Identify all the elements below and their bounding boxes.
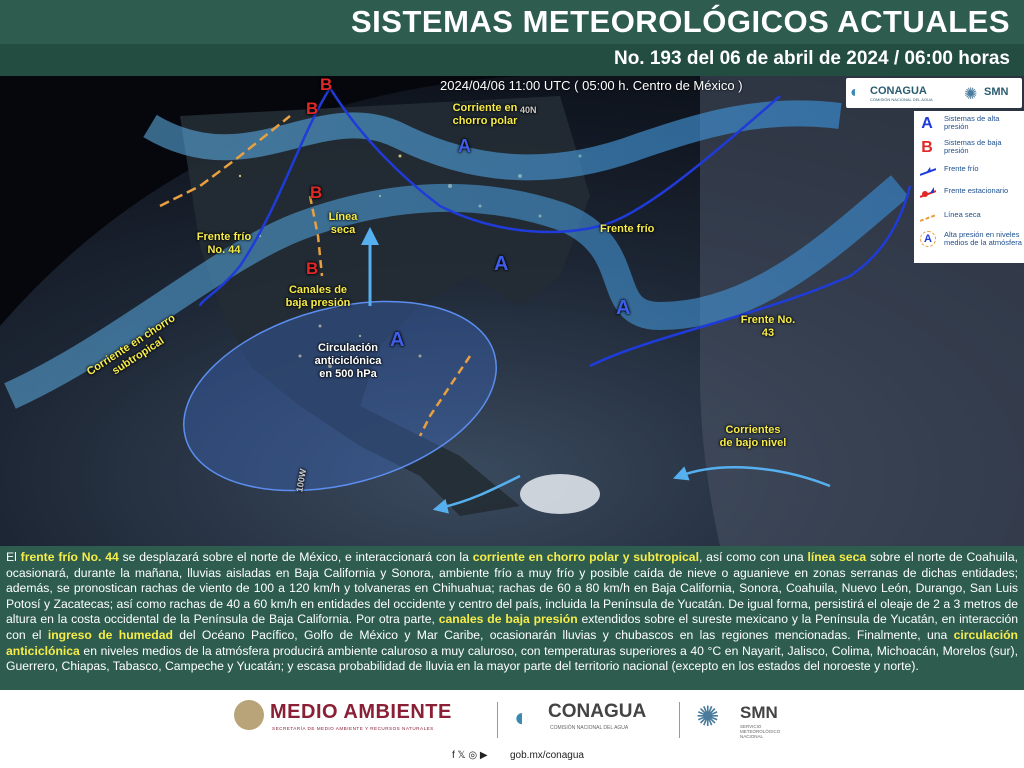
- map-graphics: [0, 76, 1024, 546]
- satellite-map: [0, 76, 1024, 546]
- legend-item: Línea seca: [914, 211, 1024, 231]
- legend-item: B Sistemas de baja presión: [921, 138, 1002, 156]
- legend-item: A Alta presión en niveles medios de la atmósfera: [914, 231, 1024, 251]
- medio-ambiente-logo: MEDIO AMBIENTE: [270, 701, 452, 723]
- bulletin-number: No. 193 del 06 de abril de 2024 / 06:00 horas: [613, 48, 1010, 69]
- smn-icon: ✺: [696, 701, 720, 732]
- medio-ambiente-sub: SECRETARÍA DE MEDIO AMBIENTE Y RECURSOS NATURALES: [272, 726, 434, 731]
- legend-item: Frente estacionario: [914, 187, 1024, 207]
- website-link[interactable]: gob.mx/conagua: [510, 750, 584, 761]
- anticyclone-label: Circulación anticiclónica en 500 hPa: [314, 342, 382, 380]
- conagua-logo-sub: COMISIÓN NACIONAL DEL AGUA: [870, 97, 933, 102]
- social-icons[interactable]: f 𝕏 ◎ ▶: [452, 750, 488, 761]
- cold-front-label: Frente frío: [600, 223, 655, 235]
- high-pressure-symbol: A: [390, 329, 405, 351]
- subtitle-bar: [0, 44, 1024, 76]
- conagua-footer-sub: COMISIÓN NACIONAL DEL AGUA: [550, 725, 629, 731]
- cold-front-icon: [920, 165, 934, 183]
- description-panel: [0, 546, 1024, 690]
- high-pressure-symbol: A: [616, 297, 631, 319]
- dry-line-icon: [920, 211, 934, 229]
- cloud-cluster: [520, 474, 600, 514]
- footer: [0, 690, 1024, 768]
- latitude-label: 40N: [520, 105, 537, 115]
- high-pressure-symbol: A: [458, 136, 471, 156]
- conagua-logo-icon: ◐: [850, 84, 860, 101]
- low-pressure-channels-label: Canales de baja presión: [285, 284, 351, 309]
- low-pressure-symbol: B: [320, 76, 333, 94]
- map-legend: [914, 111, 1024, 263]
- mexico-seal-icon: [234, 700, 264, 730]
- weather-description: El frente frío No. 44 se desplazará sobre el norte de México, e interaccionará con la corriente en chorro polar y subtropical, así como con una línea seca sobre el norte de Coahuila, ocasionará, durante la mañana, lluvias aisladas en Baja California y Sonora, ambiente frío a muy frío y posible caída de nieve o aguanieve en zonas serranas de dichas entidades; además, se pronostican rachas de viento de 100 a 120 km/h y tolvaneras en Chihuahua; rachas de 60 a 80 km/h en Baja California, Sonora, Coahuila, Nuevo León, Durango, San Luis Potosí y Zacatecas; así como rachas de 40 a 60 km/h en entidades del occidente y centro del país, incluida la Península de Yucatán. De igual forma, persistirá el oleaje de 2 a 3 metros de altura en la costa occidental de la Península de Baja California. Por otra parte, canales de baja presión extendidos sobre el sureste mexicano y la Península de Yucatán, en interacción con el ingreso de humedad del Océano Pacífico, Golfo de México y Mar Caribe, ocasionarán lluvias y chubascos en las regiones mencionadas. Finalmente, una circulación anticiclónica en niveles medios de la atmósfera producirá ambiente caluroso a muy caluroso, con temperaturas superiores a 40 °C en Nayarit, Jalisco, Colima, Michoacán, Morelos (sur), Guerrero, Chiapas, Tabasco, Campeche y Yucatán; y escasa probabilidad de lluvia en la mayor parte del territorio nacional (excepto en los estados del noroeste y norte).: [6, 550, 1019, 674]
- legend-item: Frente frío: [914, 165, 1024, 185]
- stationary-front-icon: [920, 187, 934, 205]
- divider: [679, 702, 680, 738]
- image-timestamp: 2024/04/06 11:00 UTC ( 05:00 h. Centro de México ): [440, 78, 743, 93]
- low-pressure-symbol: B: [306, 99, 319, 118]
- smn-footer-sub: SERVICIO METEOROLÓGICO NACIONAL: [740, 724, 781, 739]
- subtropical-jet-label: Corriente en chorro subtropical: [84, 312, 178, 379]
- low-pressure-symbol: B: [306, 259, 319, 278]
- smn-logo-icon: ✺: [964, 86, 978, 103]
- dry-line-label: Línea seca: [328, 211, 358, 236]
- high-pressure-symbol: A: [494, 253, 509, 275]
- header-bar: [0, 0, 1024, 76]
- smn-logo-text: SMN: [984, 86, 1009, 98]
- logos-box: [846, 78, 1022, 108]
- cold-front-44-label: Frente frío No. 44: [196, 231, 252, 256]
- longitude-label: 100W: [294, 467, 309, 493]
- legend-item: A Sistemas de alta presión: [921, 114, 1000, 132]
- low-level-currents-label: Corrientes de bajo nivel: [719, 424, 787, 449]
- polar-jet-label: Corriente en chorro polar: [452, 102, 518, 127]
- smn-footer-logo: SMN: [740, 703, 778, 722]
- cold-front-43-label: Frente No. 43: [740, 314, 796, 339]
- conagua-logo-text: CONAGUA: [870, 85, 927, 97]
- page-title: SISTEMAS METEOROLÓGICOS ACTUALES: [351, 4, 1010, 39]
- low-pressure-symbol: B: [310, 183, 323, 202]
- conagua-icon: ◐: [514, 702, 530, 732]
- divider: [497, 702, 498, 738]
- conagua-footer-logo: CONAGUA: [548, 701, 647, 722]
